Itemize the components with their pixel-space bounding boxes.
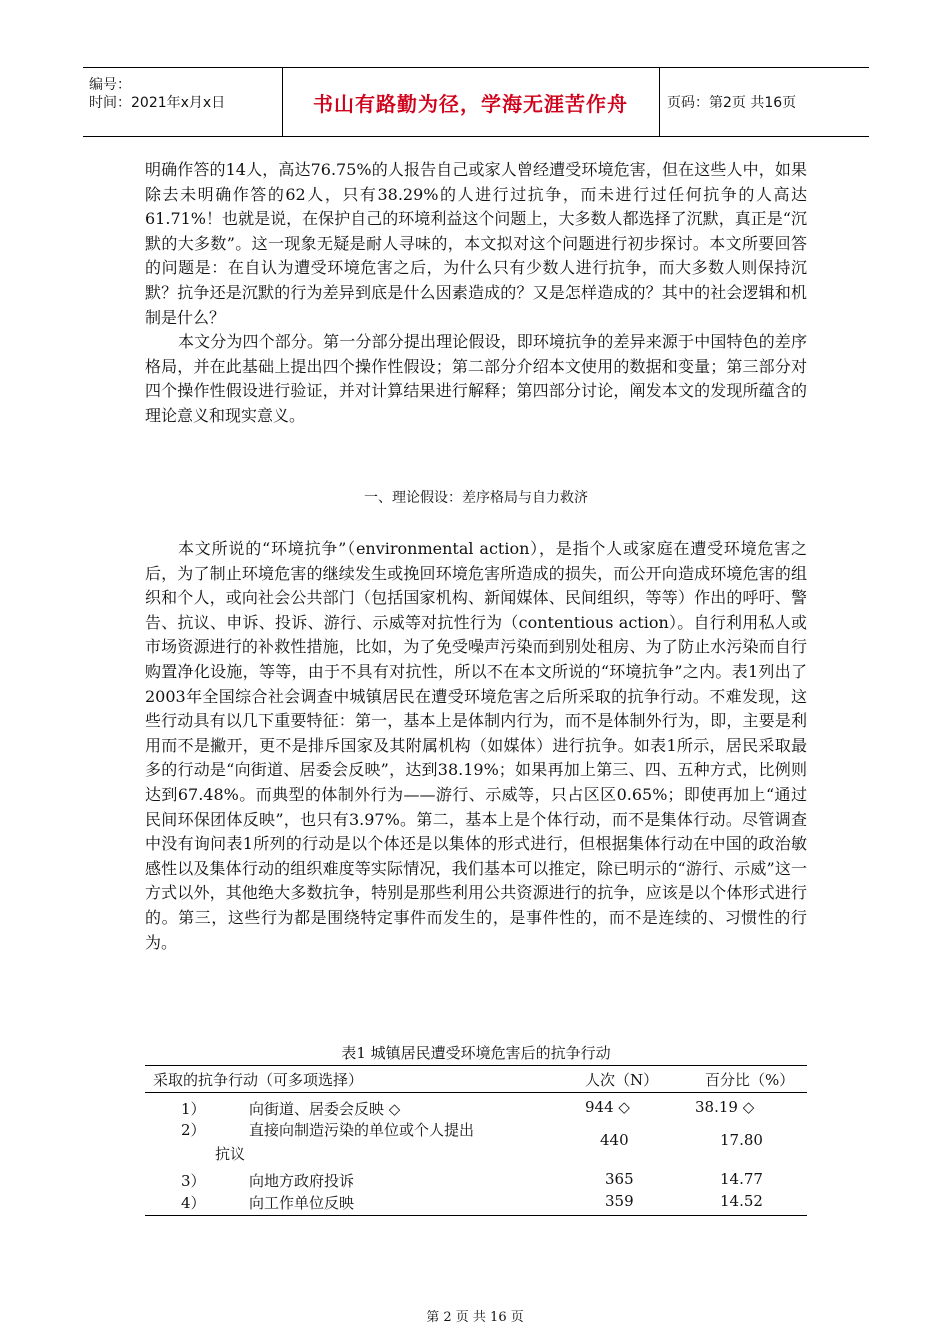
row-number: 2）: [181, 1121, 206, 1139]
row-percent: 17.80: [720, 1131, 763, 1149]
row-percent: 14.77: [720, 1170, 763, 1188]
table-caption: 表1 城镇居民遭受环境危害后的抗争行动: [341, 1044, 611, 1062]
header-page-info: 页码：第2页 共16页: [667, 95, 797, 111]
row-count: 440: [600, 1131, 629, 1149]
row-percent: 38.19 ◇: [695, 1098, 755, 1116]
number-label: 编号：: [89, 77, 131, 93]
row-action-continued: 抗议: [215, 1145, 246, 1163]
header-meta: [83, 68, 283, 136]
table-row: [145, 1093, 807, 1119]
row-action: 向街道、居委会反映 ◇: [249, 1100, 401, 1118]
table-row: [145, 1191, 807, 1215]
row-action: 直接向制造污染的单位或个人提出: [249, 1121, 475, 1139]
date-line: 时间：2021年x月x日: [89, 95, 226, 111]
row-count: 944 ◇: [585, 1098, 630, 1116]
table-header-row: [145, 1066, 807, 1093]
paragraph-1: 明确作答的14人，高达76.75%的人报告自己或家人曾经遭受环境危害，但在这些人中，如果除去未明确作答的62人，只有38.29%的人进行过抗争，而未进行过任何抗争的人高达61.71%！也就是说，在保护自己的环境利益这个问题上，大多数人都选择了沉默，真正是“沉默的大多数”。这一现象无疑是耐人寻味的，本文拟对这个问题进行初步探讨。本文所要回答的问题是：在自认为遭受环境危害之后，为什么只有少数人进行抗争，而大多数人则保持沉默？抗争还是沉默的行为差异到底是什么因素造成的？又是怎样造成的？其中的社会逻辑和机制是什么？: [145, 160, 807, 327]
row-number: 4）: [181, 1194, 206, 1212]
paragraph-2: 本文分为四个部分。第一分部分提出理论假设，即环境抗争的差异来源于中国特色的差序格局，并在此基础上提出四个操作性假设；第二部分介绍本文使用的数据和变量；第三部分对四个操作性假设进行验证，并对计算结果进行解释；第四部分讨论，阐发本文的发现所蕴含的理论意义和现实意义。: [145, 332, 807, 425]
header-percent: 百分比（%）: [705, 1071, 795, 1089]
table-row: [145, 1119, 807, 1167]
row-count: 359: [605, 1192, 634, 1210]
row-action: 向地方政府投诉: [249, 1172, 355, 1190]
section-text: [145, 537, 807, 955]
intro-text: [145, 158, 807, 429]
header-action: 采取的抗争行动（可多项选择）: [153, 1071, 364, 1089]
section-heading: 一、理论假设：差序格局与自力救济: [364, 490, 588, 506]
row-action: 向工作单位反映: [249, 1194, 355, 1212]
row-count: 365: [605, 1170, 634, 1188]
table-row: [145, 1167, 807, 1191]
header-motto: 书山有路勤为径，学海无涯苦作舟: [282, 68, 660, 136]
header-count: 人次（N）: [585, 1071, 659, 1089]
row-percent: 14.52: [720, 1192, 763, 1210]
paragraph-3: 本文所说的“环境抗争”（environmental action），是指个人或家庭在遭受环境危害之后，为了制止环境危害的继续发生或挽回环境危害所造成的损失，而公开向造成环境危害的组织和个人，或向社会公共部门（包括国家机构、新闻媒体、民间组织，等等）作出的呼吁、警告、抗议、申诉、投诉、游行、示威等对抗性行为（contentious action）。自行利用私人或市场资源进行的补救性措施，比如，为了免受噪声污染而到别处租房、为了防止水污染而自行购置净化设施，等等，由于不具有对抗性，所以不在本文所说的“环境抗争”之内。表1列出了2003年全国综合社会调查中城镇居民在遭受环境危害之后所采取的抗争行动。不难发现，这些行动具有以几下重要特征：第一，基本上是体制内行为，而不是体制外行为，即，主要是利用而不是撇开，更不是排斥国家及其附属机构（如媒体）进行抗争。如表1所示，居民采取最多的行动是“向街道、居委会反映”，达到38.19%；如果再加上第三、四、五种方式，比例则达到67.48%。而典型的体制外行为——游行、示威等，只占区区0.65%；即使再加上“通过民间环保团体反映”，也只有3.97%。第二，基本上是个体行动，而不是集体行动。尽管调查中没有询问表1所列的行动是以个体还是以集体的形式进行，但根据集体行动在中国的政治敏感性以及集体行动的组织难度等实际情况，我们基本可以推定，除已明示的“游行、示威”这一方式以外，其他绝大多数抗争，特别是那些利用公共资源进行的抗争，应该是以个体形式进行的。第三，这些行为都是围绕特定事件而发生的，是事件性的，而不是连续的、习惯性的行为。: [145, 539, 807, 952]
page-footer: 第 2 页 共 16 页: [426, 1310, 524, 1325]
row-number: 1）: [181, 1100, 206, 1118]
page-header: [83, 67, 869, 137]
row-number: 3）: [181, 1172, 206, 1190]
data-table: [145, 1065, 807, 1216]
